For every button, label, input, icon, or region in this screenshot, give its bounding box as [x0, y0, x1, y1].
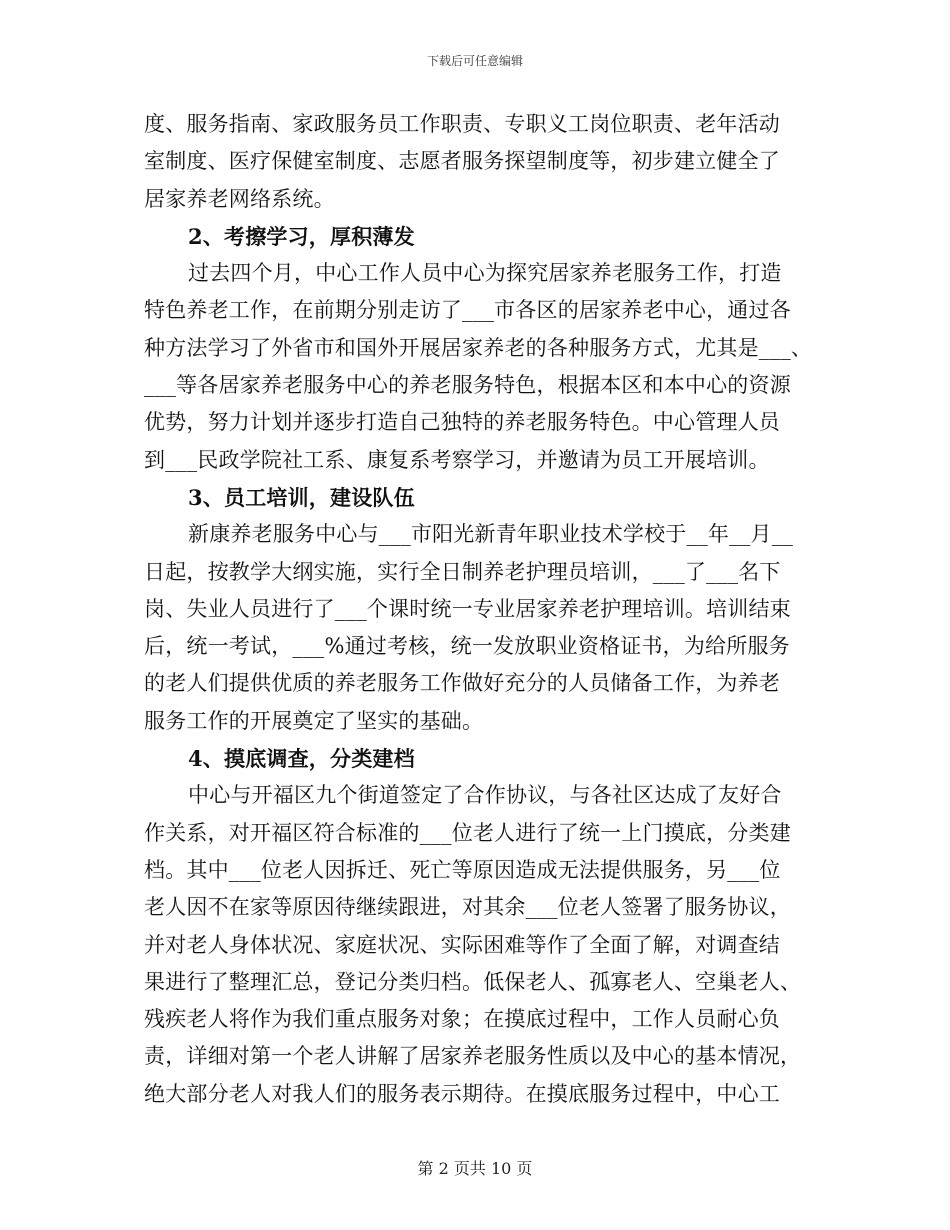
body-line: 优势，努力计划并逐步打造自己独特的养老服务特色。中心管理人员: [144, 410, 780, 435]
body-line: 并对老人身体状况、家庭状况、实际困难等作了全面了解，对调查结: [144, 932, 780, 957]
page-number: 第 2 页共 10 页: [417, 1159, 533, 1178]
body-line: 种方法学习了外省市和国外开展居家养老的各种服务方式，尤其是___、: [144, 335, 813, 360]
body-line: 岗、失业人员进行了___个课时统一专业居家养老护理培训。培训结束: [144, 596, 791, 621]
body-line: 居家养老网络系统。: [144, 186, 335, 211]
paragraph-first-line: 中心与开福区九个街道签定了合作协议，与各社区达成了友好合: [188, 783, 782, 808]
body-line: 老人因不在家等原因待继续跟进，对其余___位老人签署了服务协议，: [144, 895, 791, 920]
document-body: [144, 106, 813, 1113]
paragraph-first-line: 新康养老服务中心与___市阳光新青年职业技术学校于__年__月__: [188, 522, 794, 547]
body-line: 绝大部分老人对我人们的服务表示期待。在摸底服务过程中，中心工: [144, 1081, 780, 1106]
page-header: 下载后可任意编辑: [426, 54, 523, 68]
section-heading-4: 4、摸底调查，分类建档: [188, 746, 415, 772]
section-heading-2: 2、考擦学习，厚积薄发: [188, 223, 415, 249]
section-heading-3: 3、员工培训，建设队伍: [188, 484, 415, 510]
body-line: 档。其中___位老人因拆迁、死亡等原因造成无法提供服务，另___位: [144, 857, 781, 882]
body-line: 日起，按教学大纲实施，实行全日制养老护理员培训，___了___名下: [144, 559, 781, 584]
body-line: 果进行了整理汇总，登记分类归档。低保老人、孤寡老人、空巢老人、: [144, 969, 802, 994]
paragraph-first-line: 过去四个月，中心工作人员中心为探究居家养老服务工作，打造: [188, 261, 782, 286]
body-line: 残疾老人将作为我们重点服务对象；在摸底过程中，工作人员耐心负: [144, 1007, 780, 1032]
body-line: 责，详细对第一个老人讲解了居家养老服务性质以及中心的基本情况，: [144, 1044, 802, 1069]
body-line: 后，统一考试，___%通过考核，统一发放职业资格证书，为给所服务: [144, 634, 790, 659]
body-line: 度、服务指南、家政服务员工作职责、专职义工岗位职责、老年活动: [144, 112, 780, 136]
body-line: 作关系，对开福区符合标准的___位老人进行了统一上门摸底，分类建: [144, 820, 791, 845]
body-line: 室制度、医疗保健室制度、志愿者服务探望制度等，初步建立健全了: [144, 149, 780, 174]
body-line: 服务工作的开展奠定了坚实的基础。: [144, 708, 484, 733]
body-line: ___等各居家养老服务中心的养老服务特色，根据本区和本中心的资源: [144, 373, 791, 398]
body-line: 到___民政学院社工系、康复系考察学习，并邀请为员工开展培训。: [144, 447, 770, 472]
body-line: 特色养老工作，在前期分别走访了___市各区的居家养老中心，通过各: [144, 298, 791, 323]
body-line: 的老人们提供优质的养老服务工作做好充分的人员储备工作，为养老: [144, 671, 780, 696]
